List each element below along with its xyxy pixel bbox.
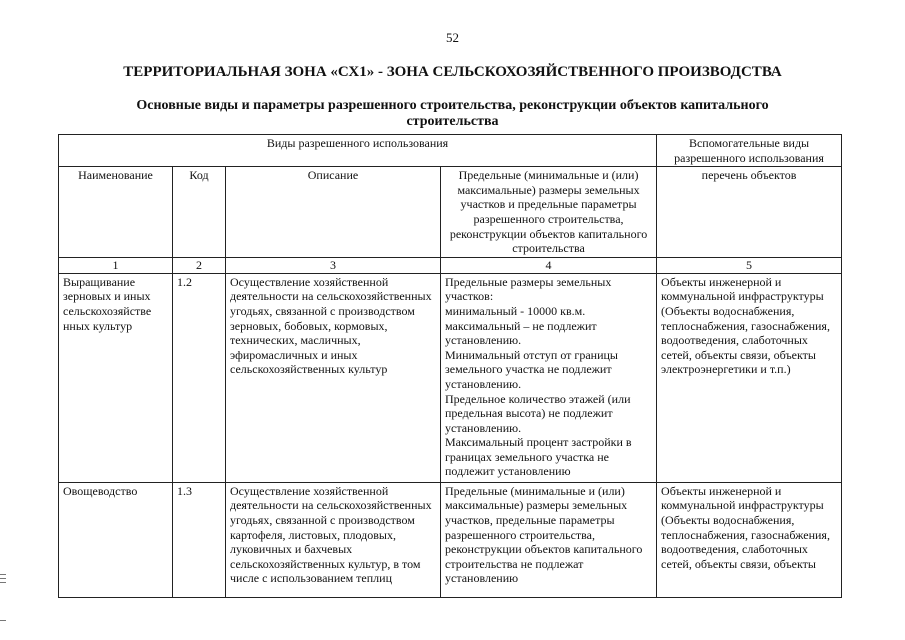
col-number: 4 [441, 257, 657, 273]
scan-margin-mark [0, 574, 6, 575]
group-header-row [59, 135, 842, 167]
use-description: Осуществление хозяйственной деятельности на сельскохозяйственных угодьях, связанной с производством картофеля, листовых, плодовых, луковичных и бахчевых сельскохозяйственных культур, в том числе с использованием теплиц [226, 482, 441, 597]
limits-line: Предельные (минимальные и (или) максимальные) размеры земельных участков, предельные параметры разрешенного строительства, реконструкции объектов капитального строительства не подлежат установлению [445, 483, 643, 586]
scan-margin-mark [0, 578, 6, 579]
zone-title: ТЕРРИТОРИАЛЬНАЯ ЗОНА «СХ1» - ЗОНА СЕЛЬСКОХОЗЯЙСТВЕННОГО ПРОИЗВОДСТВА [123, 64, 782, 80]
header-name: Наименование [59, 167, 173, 258]
header-description: Описание [226, 167, 441, 258]
table-subtitle [100, 98, 805, 130]
page-number: 52 [446, 30, 459, 45]
limits-line: Предельные размеры земельных участков: [445, 274, 612, 304]
limits-line: Минимальный отступ от границы земельного участка не подлежит установлению. [445, 347, 618, 391]
use-limits [441, 273, 657, 482]
table-row [59, 273, 842, 482]
limits-line: Максимальный процент застройки в границах земельного участка не подлежит установлению [445, 435, 632, 479]
use-code: 1.3 [173, 482, 226, 597]
limits-line: минимальный - 10000 кв.м. [445, 303, 586, 318]
subtitle-line-2: строительства [406, 114, 499, 129]
col-number: 2 [173, 257, 226, 273]
limits-line: максимальный – не подлежит установлению. [445, 318, 597, 348]
permitted-use-table [58, 134, 842, 598]
column-number-row [59, 257, 842, 273]
use-limits [441, 482, 657, 597]
table-row [59, 482, 842, 597]
header-code: Код [173, 167, 226, 258]
scan-margin-mark [0, 620, 6, 621]
use-code: 1.2 [173, 273, 226, 482]
use-name: Выращивание зерновых и иных сельскохозяйстве нных культур [59, 273, 173, 482]
aux-objects: Объекты инженерной и коммунальной инфраструктуры (Объекты водоснабжения, теплоснабжения, газоснабжения, водоотведения, слаботочных сетей, объекты связи, объекты электроэнергетики и т.п.) [657, 273, 842, 482]
group-main-header: Виды разрешенного использования [59, 135, 657, 167]
column-header-row [59, 167, 842, 258]
limits-line: Предельное количество этажей (или предельная высота) не подлежит установлению. [445, 391, 631, 435]
scan-margin-mark [0, 582, 6, 583]
col-number: 3 [226, 257, 441, 273]
col-number: 1 [59, 257, 173, 273]
header-objects: перечень объектов [657, 167, 842, 258]
use-description: Осуществление хозяйственной деятельности на сельскохозяйственных угодьях, связанной с производством зерновых, бобовых, кормовых, технических, масличных, эфиромасличных и иных сельскохозяйственных культур [226, 273, 441, 482]
header-limits: Предельные (минимальные и (или) максимальные) размеры земельных участков и предельные параметры разрешенного строительства, реконструкции объектов капитального строительства [441, 167, 657, 258]
subtitle-line-1: Основные виды и параметры разрешенного строительства, реконструкции объектов капитального [136, 98, 769, 113]
col-number: 5 [657, 257, 842, 273]
group-aux-header: Вспомогательные виды разрешенного использования [657, 135, 842, 167]
use-name: Овощеводство [59, 482, 173, 597]
aux-objects: Объекты инженерной и коммунальной инфраструктуры (Объекты водоснабжения, теплоснабжения, газоснабжения, водоотведения, слаботочных сетей, объекты связи, объекты [657, 482, 842, 597]
